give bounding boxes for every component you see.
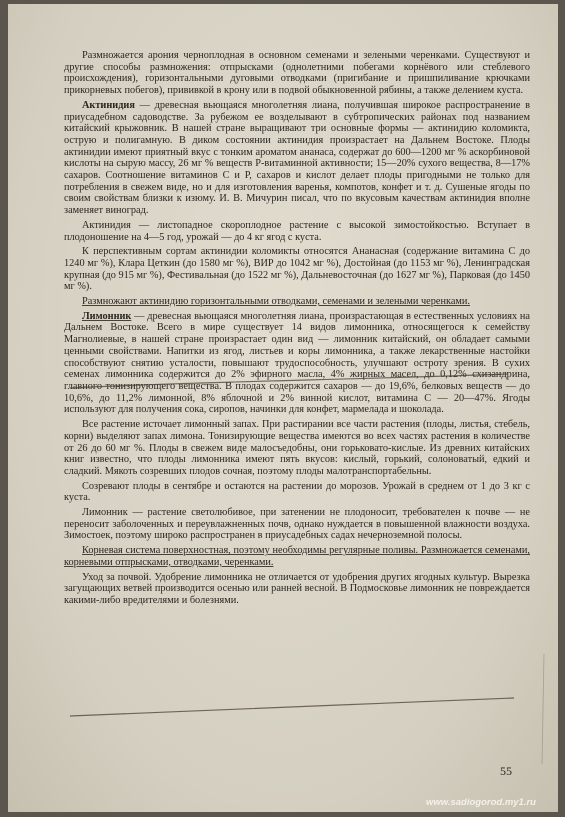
page-number: 55 [500,764,512,778]
term-schisandra: Лимонник [82,310,132,322]
paragraph-text: Размножается арония черноплодная в основном семенами и зелеными черенками. Существуют и другие способы размножения: отпрысками (однолетними побегами корнёвого или стеблевого происхождения), горизонтальными дуговыми отводками (пригибание и пришпиливание крючками прикорневых побегов), прививкой в крону или в подвой обыкновенной рябины, а также делением куста. [64,50,530,97]
site-watermark: www.sadiogorod.my1.ru [426,797,536,808]
paragraph-actinidia-hardiness [64,220,530,243]
paragraph-text: Корневая система поверхностная, поэтому необходимы регулярные поливы. Размножается семенами, корневыми отпрысками, отводками, черенками. [64,545,530,568]
paragraph-text: Размножают актинидию горизонтальными отводками, семенами и зелеными черенками. [82,296,471,308]
paragraph-actinidia-varieties [64,246,530,293]
paragraph-text: Лимонник — растение светолюбивое, при затенении не плодоносит, требователен к почве — не переносит заболоченных и переувлажненных почв, однако нуждается в повышенной влажности воздуха. Зимостоек, поэтому широко распространен в приусадебных садах нечерноземной полосы. [64,507,530,542]
paragraph-aronia-propagation [64,50,530,97]
paragraph-schisandra-intro [64,311,530,416]
paragraph-schisandra-harvest [64,481,530,504]
paragraph-actinidia-intro [64,100,530,217]
page-body [64,50,530,610]
paragraph-text: Созревают плоды в сентябре и остаются на растении до морозов. Урожай в среднем от 1 до 3 кг с куста. [64,480,530,504]
paragraph-text: Уход за почвой. Удобрение лимонника не отличается от удобрения других ягодных культур. Вырезка загущающих ветвей производится осенью или ранней весной. В Подмосковье лимонник не повреждается какими-либо вредителями и болезнями. [64,571,530,606]
paragraph-text: Актинидия — листопадное скороплодное растение с высокой зимостойкостью. Вступает в плодоношение на 4—5 год, урожай — до 4 кг ягод с куста. [64,219,530,243]
pencil-underline-roots [70,698,514,716]
book-page [8,4,558,812]
paragraph-actinidia-propagation [64,296,530,308]
paragraph-text: — древесная вьющаяся многолетняя лиана, получившая широкое распространение в приусадебном садоводстве. За рубежом ее возделывают в субтропических районах под названием китайский крыжовник. В нашей стране выращивают три основные формы — актинидию коломикта, острую и полигамную. В диком состоянии актинидия произрастает на Дальнем Востоке. Плоды актинидии имеют приятный вкус с тонким ароматом ананаса, содержат до 600—1200 мг % аскорбиновой кислоты на сырую массу, 26 мг % веществ Р-витаминной активности; 15—20% сухого вещества, 8—17% сахаров. Соотношение витаминов С и Р, сахаров и кислот делает плоды пригодными не только для потребления в свежем виде, но и для изготовления варенья, компотов, конфет и т. д. Сушеные ягоды по своим свойствам близки к изюму. И. В. Мичурин писал, что по вкусовым качествам актинидия вполне заменяет виноград. [64,99,530,217]
paragraph-schisandra-roots [64,545,530,568]
paragraph-schisandra-conditions [64,507,530,542]
paragraph-schisandra-care [64,572,530,607]
term-actinidia: Актинидия [82,99,135,111]
paragraph-text: — древесная вьющаяся многолетняя лиана, произрастающая в естественных условиях на Дальнем Востоке. Всего в мире существует 14 видов лимонника, относящегося к семейству Магнолиевые, в нашей стране произрастает один вид — лимонник китайский, он обладает самыми ценными свойствами. Напитки из ягод, листьев и коры лимонника, а также лекарственные настойки способствуют снятию усталости, повышают трудоспособность, улучшают остроту зрения. В сухих семенах лимонника содержится до 2% эфирного масла, 4% жирных масел, до 0,12% схизандрина, главного тонизирующего вещества. В плодах содержится сахаров — до 19,6%, белковых веществ — до 10,6%, до 11,2% лимонной, 8% яблочной и 2% винной кислот, витамина С — 20—47%. Ягоды используют для получения сока, сиропов, начинки для конфет, мармелада и шоколада. [64,310,530,416]
paragraph-text: К перспективным сортам актинидии коломикты относятся Ананасная (содержание витамина С до 1240 мг %), Клара Цеткин (до 1580 мг %), ВИР до 1042 мг %), Достойная (до 1153 мг %), Ленинградская крупная (до 915 мг %), Фестивальная (до 1522 мг %), Дальневосточная (до 1627 мг %), Парковая (до 1450 мг %). [64,246,530,293]
paragraph-schisandra-aroma [64,419,530,478]
paragraph-text: Все растение источает лимонный запах. При растирании все части растения (плоды, листья, стебель, корни) выделяют запах лимона. Тонизирующие вещества имеются во всех частях растения в количестве от 26 до 60 мг %. Плоды в свежем виде малосъедобны, они горьковато-кислые. Из древних китайских книг известно, что плоды лимонника имеют пять вкусов: кислый, горький, солоноватый, едкий и сладкий. Мякоть созревших плодов сочная, поэтому плоды малотранспортабельны. [64,419,530,477]
pencil-margin-mark [542,654,544,764]
